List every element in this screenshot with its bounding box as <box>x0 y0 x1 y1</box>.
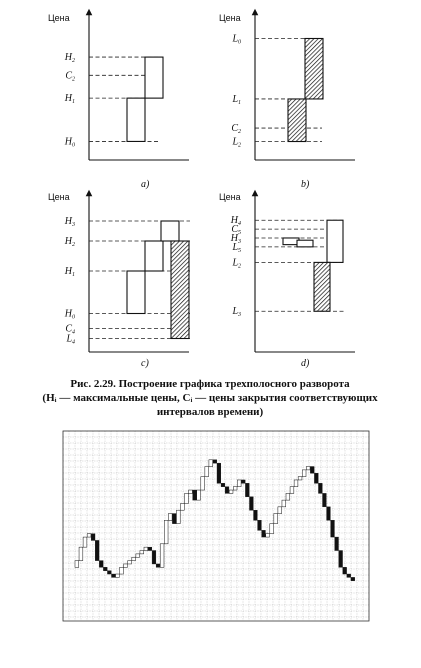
figure-caption-line-1: Рис. 2.29. Построение графика трехполосного разворота <box>70 378 350 390</box>
panel-d-level-label: $L_5$ <box>232 241 241 254</box>
chart-box-up <box>306 467 310 470</box>
chart-box-down <box>217 463 221 483</box>
panel-c-caption: c) <box>141 358 149 369</box>
chart-box-down <box>351 577 355 580</box>
panel-d-level-label: $L_2$ <box>232 257 241 270</box>
chart-box-down <box>262 530 266 537</box>
panel-a-caption: a) <box>141 179 150 190</box>
panel-c-level-label: $C_4$ <box>65 323 75 336</box>
chart-box-up <box>201 477 205 490</box>
chart-box-up <box>209 460 213 467</box>
chart-box-up <box>294 480 298 487</box>
chart-box-down <box>221 483 225 486</box>
chart-box-up <box>181 503 185 510</box>
panel-d-box-down <box>314 262 330 311</box>
chart-box-up <box>164 520 168 544</box>
chart-box-down <box>103 567 107 570</box>
panel-b-caption: b) <box>301 179 310 190</box>
chart-box-down <box>347 574 351 577</box>
chart-box-up <box>128 561 132 564</box>
chart-box-up <box>290 487 294 494</box>
chart-box-up <box>132 557 136 560</box>
panel-d-level-label: $C_5$ <box>231 224 241 237</box>
chart-box-down <box>327 507 331 520</box>
chart-box-down <box>249 497 253 510</box>
chart-box-up <box>75 561 79 568</box>
chart-box-up <box>286 493 290 500</box>
chart-box-down <box>225 487 229 494</box>
chart-box-up <box>205 467 209 477</box>
panel-b <box>219 12 355 190</box>
chart-box-up <box>237 480 241 487</box>
chart-box-down <box>148 547 152 550</box>
chart-box-up <box>185 493 189 503</box>
panel-d-level-label: $H_3$ <box>230 232 241 245</box>
panel-d-box-up <box>327 220 343 262</box>
chart-frame <box>63 431 369 621</box>
chart-box-up <box>79 547 83 560</box>
chart-box-down <box>152 551 156 564</box>
chart-box-down <box>314 473 318 483</box>
panel-c-level-label: $H_0$ <box>64 308 75 321</box>
chart-box-up <box>168 514 172 521</box>
chart-box-down <box>343 567 347 574</box>
chart-box-up <box>87 534 91 537</box>
chart-box-down <box>258 520 262 530</box>
chart-box-down <box>318 483 322 493</box>
panel-a <box>48 12 189 190</box>
panel-d-caption: d) <box>301 358 310 369</box>
panel-b-boxes <box>288 38 323 141</box>
chart-box-up <box>298 477 302 480</box>
panel-b-box-down <box>288 99 306 142</box>
panel-d <box>219 192 355 369</box>
panel-c-box-up <box>145 241 163 271</box>
chart-box-down <box>241 480 245 483</box>
chart-box-up <box>120 567 124 574</box>
panel-a-box-up <box>145 57 163 98</box>
panel-d-level-label: $L_3$ <box>232 306 241 319</box>
panel-b-axis-label: Цена <box>219 13 241 23</box>
chart-box-down <box>156 564 160 567</box>
chart-box-up <box>116 574 120 577</box>
chart-box-up <box>189 490 193 493</box>
chart-box-up <box>233 487 237 490</box>
panel-d-boxes <box>283 220 343 311</box>
chart-box-down <box>323 493 327 506</box>
chart-box-down <box>91 534 95 541</box>
chart-box-up <box>124 564 128 567</box>
chart-box-up <box>270 524 274 534</box>
chart-grid <box>63 431 369 621</box>
chart-box-down <box>339 551 343 568</box>
chart-box-down <box>213 460 217 463</box>
panel-a-level-label: $H_2$ <box>64 52 75 65</box>
panel-b-box-down <box>305 38 323 98</box>
panel-d-axis-label: Цена <box>219 192 241 202</box>
panel-b-level-label: $L_2$ <box>232 136 241 149</box>
chart-box-up <box>160 544 164 568</box>
panel-a-level-label: $H_1$ <box>64 93 75 106</box>
figure-caption-line-2: (Hᵢ — максимальные цены, Cᵢ — цены закрытия соответствующих <box>42 392 378 404</box>
chart-box-up <box>282 500 286 507</box>
chart-box-down <box>107 571 111 574</box>
chart-box-up <box>229 490 233 493</box>
panel-b-level-label: $L_1$ <box>232 93 241 106</box>
panel-a-level-label: $H_0$ <box>64 136 75 149</box>
chart-box-down <box>331 520 335 537</box>
chart-box-down <box>99 561 103 568</box>
figure-caption-line-3: интервалов времени) <box>156 406 264 418</box>
chart-box-up <box>266 534 270 537</box>
panel-a-box-up <box>127 98 145 141</box>
chart-box-down <box>112 574 116 577</box>
chart-box-up <box>197 490 201 500</box>
panel-c-box-up <box>161 221 179 241</box>
chart-box-up <box>83 537 87 547</box>
panel-a-level-label: $C_2$ <box>65 70 75 83</box>
panel-c-level-label: $L_4$ <box>66 333 75 346</box>
chart-box-down <box>335 537 339 550</box>
panel-a-boxes <box>127 57 163 141</box>
chart-box-down <box>193 490 197 500</box>
chart-box-up <box>144 547 148 550</box>
panel-b-level-label: $L_0$ <box>232 33 241 46</box>
panel-a-axis-label: Цена <box>48 13 70 23</box>
panel-d-level-label: $H_4$ <box>230 215 241 228</box>
chart-box-down <box>95 540 99 560</box>
chart-box-down <box>172 514 176 524</box>
panel-b-level-label: $C_2$ <box>231 123 241 136</box>
panel-c-axis-label: Цена <box>48 192 70 202</box>
chart-box-down <box>245 483 249 496</box>
panel-d-box-up <box>297 240 313 247</box>
panel-c-level-label: $H_1$ <box>64 266 75 278</box>
panel-c <box>48 192 190 369</box>
panel-c-boxes <box>127 221 189 339</box>
panel-c-box-down <box>171 241 189 339</box>
chart-box-up <box>136 554 140 557</box>
chart-box-down <box>254 510 258 520</box>
panel-c-level-label: $H_3$ <box>64 216 75 228</box>
chart-box-up <box>140 551 144 554</box>
chart-box-down <box>310 467 314 474</box>
chart-box-up <box>302 470 306 477</box>
chart-box-up <box>176 510 180 523</box>
panel-c-level-label: $H_2$ <box>64 236 75 248</box>
chart-box-up <box>278 507 282 514</box>
panel-c-box-up <box>127 271 145 314</box>
three-line-break-chart <box>63 431 369 621</box>
chart-box-up <box>274 514 278 524</box>
